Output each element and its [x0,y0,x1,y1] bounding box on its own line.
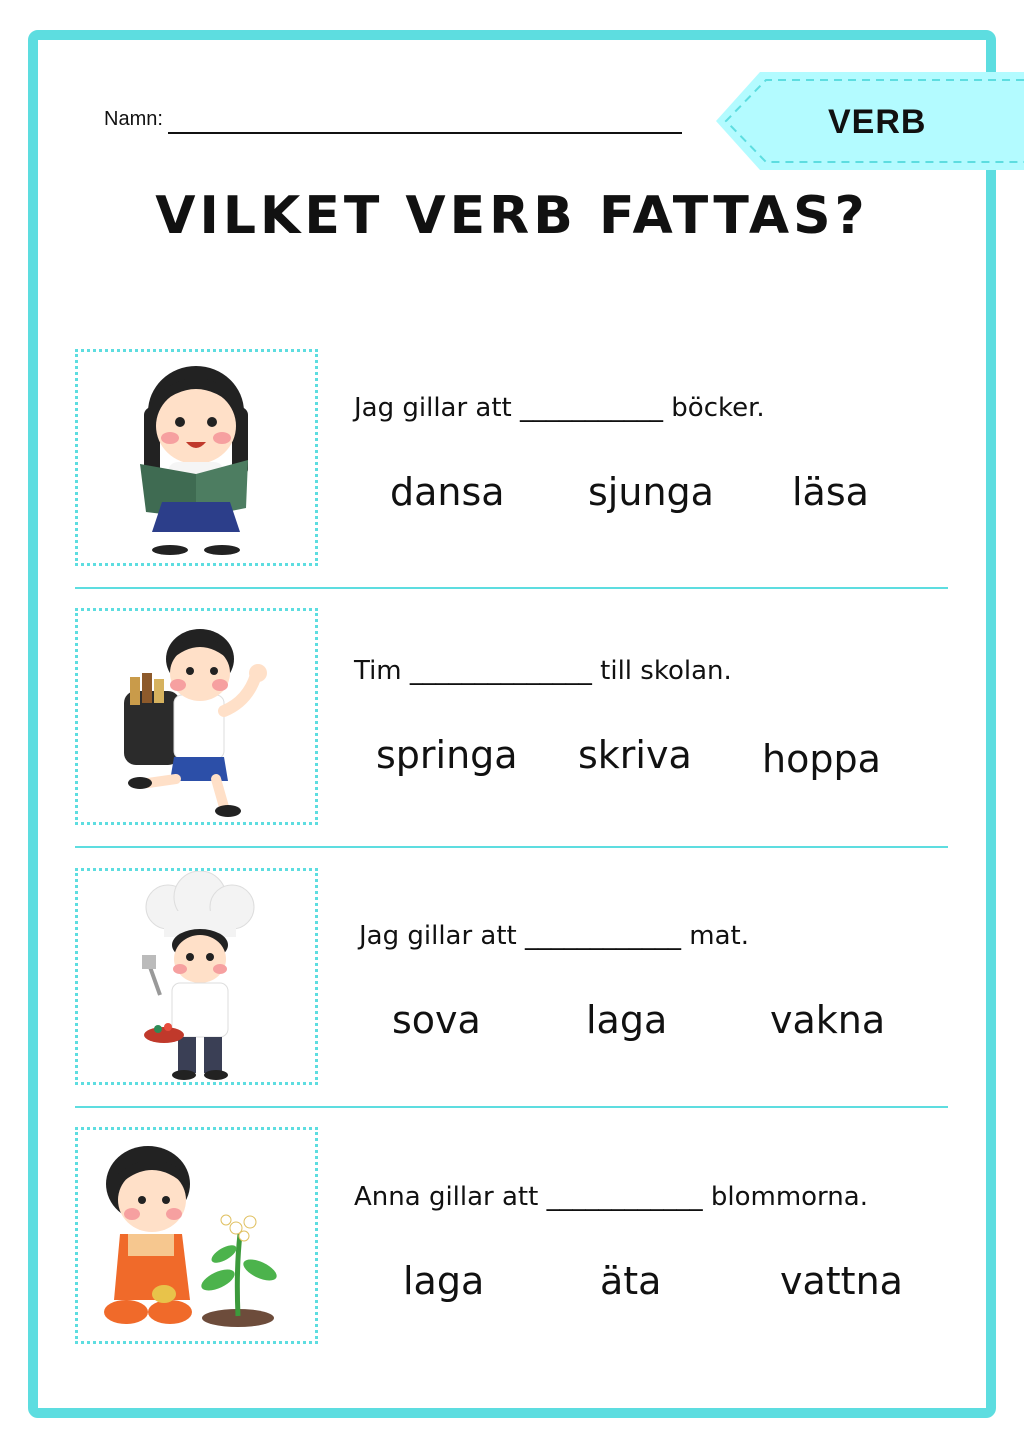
option-1-3[interactable]: läsa [792,470,869,514]
sentence-1: Jag gillar att ___________ böcker. [354,393,765,423]
picture-box-1 [75,349,318,566]
sentence-3: Jag gillar att ____________ mat. [359,921,749,951]
option-3-3[interactable]: vakna [770,998,886,1042]
option-4-2[interactable]: äta [600,1259,662,1303]
girl-watering-plant-icon [78,1130,315,1341]
picture-box-3 [75,868,318,1085]
sentence-4: Anna gillar att ____________ blommorna. [354,1182,868,1212]
sentence-2: Tim ______________ till skolan. [354,656,732,686]
option-1-2[interactable]: sjunga [588,470,714,514]
picture-box-4 [75,1127,318,1344]
option-2-2[interactable]: skriva [578,733,692,777]
divider-2 [75,846,948,848]
child-chef-cooking-icon [78,871,315,1082]
option-2-3[interactable]: hoppa [762,737,881,781]
option-3-2[interactable]: laga [586,998,668,1042]
option-2-1[interactable]: springa [376,733,518,777]
option-4-1[interactable]: laga [403,1259,485,1303]
name-line[interactable] [168,132,682,134]
option-4-3[interactable]: vattna [780,1259,903,1303]
girl-reading-book-icon [78,352,315,563]
option-1-1[interactable]: dansa [390,470,505,514]
name-label: Namn: [104,108,163,130]
picture-box-2 [75,608,318,825]
divider-1 [75,587,948,589]
page-title: VILKET VERB FATTAS? [155,186,869,246]
verb-tag-label: VERB [828,103,927,141]
boy-running-to-school-icon [78,611,315,822]
option-3-1[interactable]: sova [392,998,481,1042]
divider-3 [75,1106,948,1108]
